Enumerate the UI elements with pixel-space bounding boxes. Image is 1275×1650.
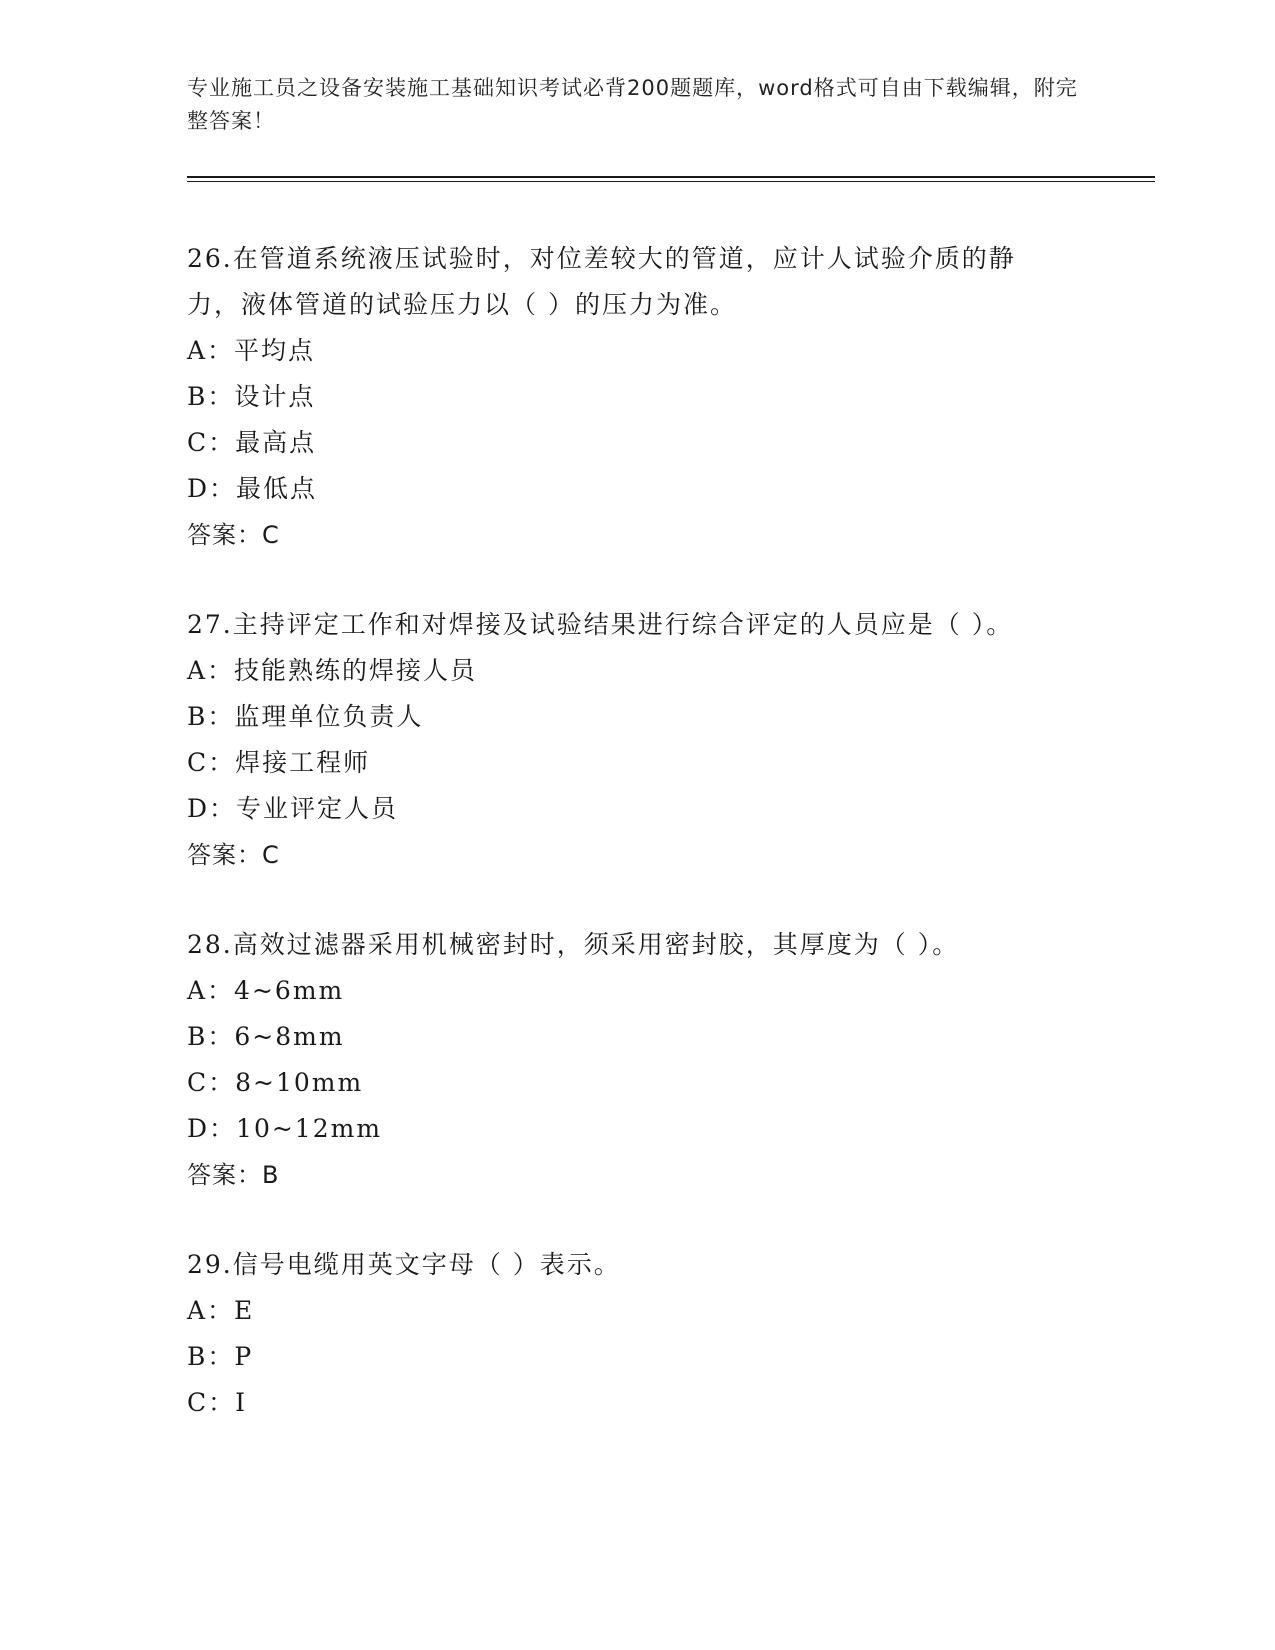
option-b: B：监理单位负责人 — [187, 702, 424, 731]
option-c: C：I — [187, 1388, 248, 1417]
option-a: A：平均点 — [187, 336, 316, 365]
question-stem: 27.主持评定工作和对焊接及试验结果进行综合评定的人员应是（ ）。 — [187, 610, 1014, 639]
question-26 — [187, 236, 1087, 558]
header-rule-thick — [187, 176, 1155, 178]
option-d: D：最低点 — [187, 474, 318, 503]
header-rule-thin — [187, 181, 1155, 182]
option-a: A：E — [187, 1296, 255, 1325]
document-header: 专业施工员之设备安装施工基础知识考试必背200题题库，word格式可自由下载编辑，附完整答案！ — [187, 76, 1078, 133]
answer-line: 答案：C — [187, 521, 280, 549]
option-c: C：8~10mm — [187, 1068, 364, 1097]
question-27 — [187, 602, 1087, 878]
question-list — [187, 236, 1087, 1426]
question-stem: 26.在管道系统液压试验时，对位差较大的管道，应计人试验介质的静力，液体管道的试验压力以（ ）的压力为准。 — [187, 244, 1016, 319]
option-b: B：6~8mm — [187, 1022, 345, 1051]
question-stem: 28.高效过滤器采用机械密封时，须采用密封胶，其厚度为（ ）。 — [187, 930, 960, 959]
option-d: D：专业评定人员 — [187, 794, 399, 823]
option-d: D：10~12mm — [187, 1114, 383, 1143]
option-a: A：技能熟练的焊接人员 — [187, 656, 478, 685]
option-c: C：最高点 — [187, 428, 317, 457]
answer-line: 答案：C — [187, 841, 280, 869]
answer-line: 答案：B — [187, 1161, 280, 1189]
option-a: A：4~6mm — [187, 976, 345, 1005]
question-28 — [187, 922, 1087, 1198]
question-29 — [187, 1242, 1087, 1426]
question-stem: 29.信号电缆用英文字母（ ）表示。 — [187, 1250, 621, 1279]
option-b: B：设计点 — [187, 382, 316, 411]
option-b: B：P — [187, 1342, 254, 1371]
option-c: C：焊接工程师 — [187, 748, 371, 777]
